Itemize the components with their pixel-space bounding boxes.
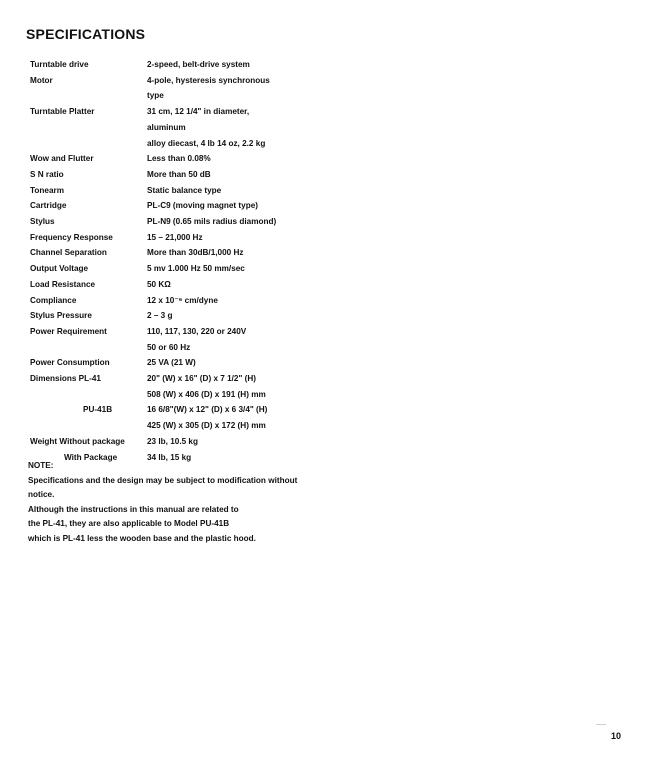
spec-value: 50 or 60 Hz [147, 342, 191, 352]
spec-values [147, 245, 370, 261]
spec-row [30, 57, 370, 73]
spec-row [30, 261, 370, 277]
spec-label: Dimensions PL-41 [30, 374, 101, 384]
spec-value: More than 50 dB [147, 169, 211, 179]
spec-label: With Package [64, 452, 118, 462]
spec-label: Output Voltage [30, 264, 89, 274]
spec-label: Weight Without package [30, 436, 125, 446]
spec-value: 23 lb, 10.5 kg [147, 436, 198, 446]
spec-value: Less than 0.08% [147, 154, 211, 164]
spec-label: Turntable Platter [30, 107, 95, 117]
page-mark [596, 724, 606, 725]
spec-values [147, 371, 370, 402]
spec-values [147, 261, 370, 277]
spec-values [147, 57, 370, 73]
spec-value: 20" (W) x 16" (D) x 7 1/2" (H) [147, 374, 257, 384]
spec-value: 5 mv 1.000 Hz 50 mm/sec [147, 264, 245, 274]
spec-label: Stylus [30, 217, 55, 227]
spec-label: PU-41B [83, 405, 113, 415]
spec-row [30, 371, 370, 402]
note-line: Specifications and the design may be subject to modification without [28, 475, 298, 485]
spec-label: Compliance [30, 295, 77, 305]
spec-value: 508 (W) x 406 (D) x 191 (H) mm [147, 389, 266, 399]
spec-label: S N ratio [30, 169, 64, 179]
spec-value: 50 KΩ [147, 279, 171, 289]
spec-row [30, 214, 370, 230]
note-line: Although the instructions in this manual are related to [28, 504, 239, 514]
page-number: 10 [611, 731, 622, 741]
spec-values [147, 183, 370, 199]
spec-values [147, 402, 370, 433]
spec-label: Turntable drive [30, 60, 89, 69]
spec-row [30, 402, 370, 433]
spec-label: Load Resistance [30, 279, 96, 289]
spec-value: Static balance type [147, 185, 222, 195]
spec-row [30, 277, 370, 293]
spec-values [147, 167, 370, 183]
spec-values [147, 151, 370, 167]
spec-row [30, 151, 370, 167]
spec-value: 12 x 10⁻⁶ cm/dyne [147, 295, 218, 305]
spec-value: 31 cm, 12 1/4" in diameter, [147, 107, 250, 117]
spec-label: Power Consumption [30, 358, 110, 368]
spec-label: Cartridge [30, 201, 67, 211]
note-line: the PL-41, they are also applicable to Model PU-41B [28, 519, 230, 529]
spec-row [30, 183, 370, 199]
spec-values [147, 73, 370, 104]
spec-values [147, 214, 370, 230]
spec-value: 16 6/8"(W) x 12" (D) x 6 3/4" (H) [147, 405, 268, 415]
spec-values [147, 355, 370, 371]
spec-values [147, 198, 370, 214]
spec-row [30, 73, 370, 104]
spec-value: PL-C9 (moving magnet type) [147, 201, 258, 211]
spec-label: Frequency Response [30, 232, 113, 242]
spec-row [30, 104, 370, 151]
spec-value: type [147, 91, 164, 101]
spec-values [147, 308, 370, 324]
spec-label: Channel Separation [30, 248, 107, 258]
spec-value: 2-speed, belt-drive system [147, 60, 250, 69]
spec-value: aluminum [147, 122, 186, 132]
spec-value: 15 – 21,000 Hz [147, 232, 203, 242]
spec-row [30, 324, 370, 355]
note-line: notice. [28, 490, 55, 500]
spec-values [147, 230, 370, 246]
spec-row [30, 230, 370, 246]
spec-value: 425 (W) x 305 (D) x 172 (H) mm [147, 421, 266, 431]
spec-label: Wow and Flutter [30, 154, 94, 164]
spec-row [30, 434, 370, 450]
spec-value: alloy diecast, 4 lb 14 oz, 2.2 kg [147, 138, 266, 148]
spec-row [30, 308, 370, 324]
spec-values [147, 104, 370, 151]
spec-value: More than 30dB/1,000 Hz [147, 248, 244, 258]
spec-value: 2 – 3 g [147, 311, 173, 321]
specifications-list [30, 57, 370, 465]
spec-label: Motor [30, 75, 53, 85]
spec-row [30, 355, 370, 371]
page-title: SPECIFICATIONS [26, 26, 146, 42]
spec-row [30, 293, 370, 309]
spec-value: PL-N9 (0.65 mils radius diamond) [147, 217, 277, 227]
note-heading: NOTE: [28, 461, 54, 470]
spec-value: 110, 117, 130, 220 or 240V [147, 326, 247, 336]
spec-value: 34 lb, 15 kg [147, 452, 192, 462]
spec-label: Stylus Pressure [30, 311, 92, 321]
spec-values [147, 324, 370, 355]
note-section [28, 459, 368, 547]
spec-label: Power Requirement [30, 326, 107, 336]
spec-row [30, 167, 370, 183]
note-line: which is PL-41 less the wooden base and the plastic hood. [28, 533, 256, 543]
spec-values [147, 277, 370, 293]
spec-value: 25 VA (21 W) [147, 358, 196, 368]
spec-values [147, 434, 370, 450]
spec-value: 4-pole, hysteresis synchronous [147, 75, 270, 85]
spec-values [147, 293, 370, 309]
spec-row [30, 198, 370, 214]
spec-label: Tonearm [30, 185, 64, 195]
spec-row [30, 245, 370, 261]
